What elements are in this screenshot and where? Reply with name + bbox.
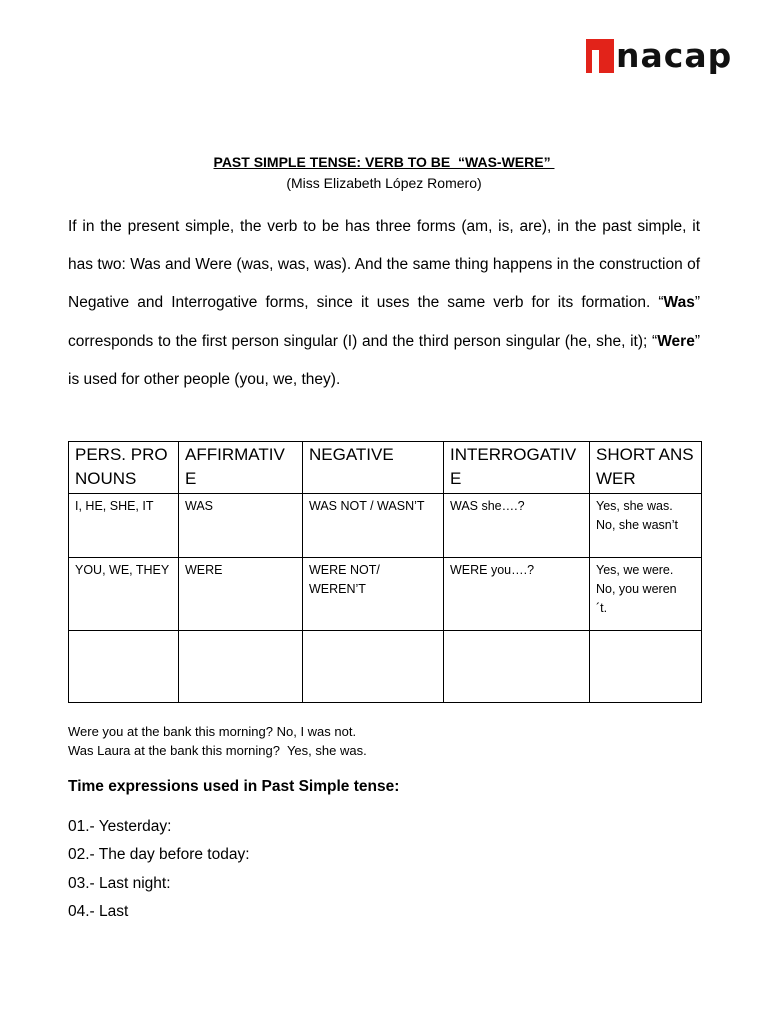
short-answer-line: Yes, she was. — [596, 499, 673, 513]
cell-interrogative: WERE you….? — [444, 558, 590, 631]
list-item: 03.- Last night: — [68, 874, 171, 892]
logo-text: nacap — [616, 36, 733, 75]
empty-cell — [303, 631, 444, 703]
header-negative: NEGATIVE — [303, 442, 444, 494]
intro-part-2: ” corresponds to the first person singular (I) and the third person singular (he, she, it); “ — [68, 294, 700, 350]
header-pers-pronouns: PERS. PRONOUNS — [69, 442, 179, 494]
table-empty-row — [69, 631, 702, 703]
empty-cell — [444, 631, 590, 703]
verb-forms-table — [68, 441, 702, 703]
cell-interrogative: WAS she….? — [444, 494, 590, 558]
cell-negative: WAS NOT / WASN’T — [303, 494, 444, 558]
table-row — [69, 494, 702, 558]
short-answer-line: ´t. — [596, 601, 608, 615]
example-sentences — [68, 722, 367, 760]
table-header-row — [69, 442, 702, 494]
intro-were-term: Were — [657, 332, 695, 350]
intro-paragraph — [68, 208, 700, 399]
negative-line: WERE NOT/ — [309, 563, 380, 577]
header-interrogative: INTERROGATIVE — [444, 442, 590, 494]
intro-was-term: Was — [663, 294, 695, 312]
cell-affirmative: WAS — [179, 494, 303, 558]
page-title — [0, 154, 768, 170]
short-answer-line: Yes, we were. — [596, 563, 674, 577]
list-item: 02.- The day before today: — [68, 846, 250, 864]
list-item: 01.- Yesterday: — [68, 818, 172, 835]
time-expressions-heading: Time expressions used in Past Simple tense: — [68, 778, 400, 795]
header-short-answer: SHORT ANSWER — [590, 442, 702, 494]
cell-pronouns: YOU, WE, THEY — [69, 558, 179, 631]
empty-cell — [590, 631, 702, 703]
short-answer-line: No, she wasn’t — [596, 518, 678, 532]
logo-mark-icon — [586, 39, 614, 73]
list-item: 04.- Last — [68, 902, 129, 920]
header-affirmative: AFFIRMATIVE — [179, 442, 303, 494]
short-answer-line: No, you weren — [596, 582, 677, 596]
page-subtitle: (Miss Elizabeth López Romero) — [286, 175, 482, 191]
cell-pronouns: I, HE, SHE, IT — [69, 494, 179, 558]
example-sentence: Was Laura at the bank this morning? Yes, she was. — [68, 743, 367, 758]
negative-line: WEREN’T — [309, 582, 366, 596]
example-sentence: Were you at the bank this morning? No, I was not. — [68, 724, 357, 739]
empty-cell — [69, 631, 179, 703]
cell-affirmative: WERE — [179, 558, 303, 631]
empty-cell — [179, 631, 303, 703]
table-row — [69, 558, 702, 631]
intro-part-1: If in the present simple, the verb to be has three forms (am, is, are), in the past simple, it has two: Was and Were (was, was, was). And the same thing happens in the construction of Negative and Interrogative forms, since it uses the same verb for its formation. “ — [68, 218, 700, 312]
inacap-logo — [586, 38, 732, 74]
intro-part-3: ” is used for other people (you, we, they). — [68, 332, 700, 388]
cell-short-answer — [590, 494, 702, 558]
cell-short-answer — [590, 558, 702, 631]
cell-negative — [303, 558, 444, 631]
page-title-text: PAST SIMPLE TENSE: VERB TO BE “WAS-WERE” — [213, 154, 555, 170]
time-expressions-list — [68, 815, 250, 928]
